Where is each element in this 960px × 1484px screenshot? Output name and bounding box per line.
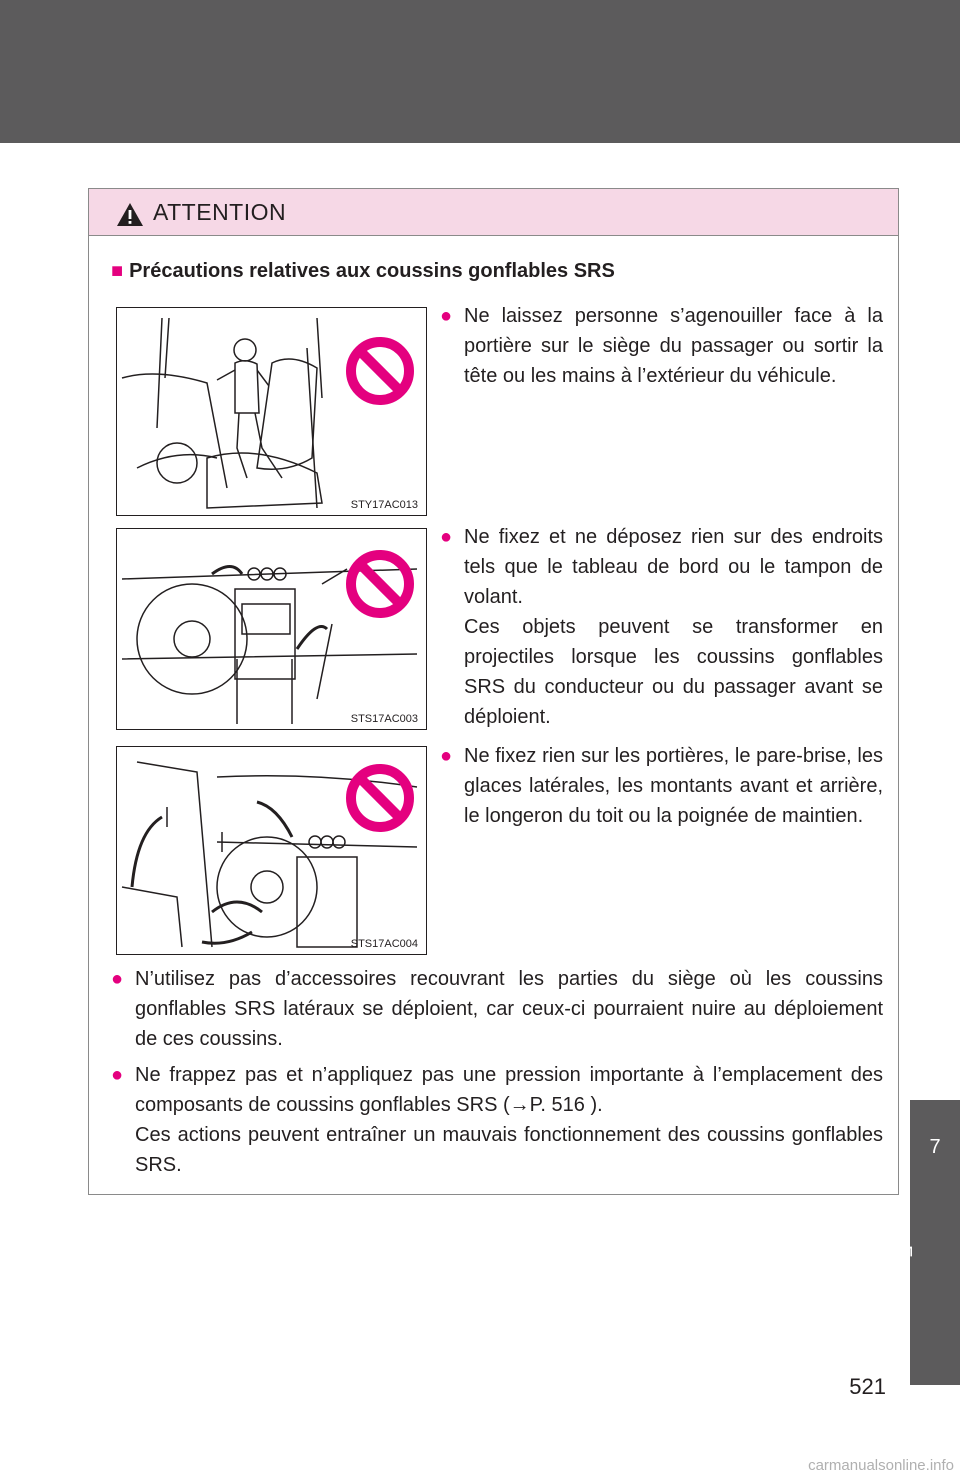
section-title-text: Précautions relatives aux coussins gonflables SRS <box>129 260 615 282</box>
prohibition-icon <box>345 763 415 833</box>
prohibition-icon <box>345 336 415 406</box>
section-title <box>111 260 615 283</box>
warning-triangle-icon <box>116 202 144 232</box>
watermark: carmanualsonline.info <box>808 1457 954 1474</box>
prohibition-icon <box>345 549 415 619</box>
bullet-pressure <box>111 1060 883 1180</box>
circle-bullet-icon: ● <box>111 968 124 990</box>
bullet-dashboard <box>440 522 883 732</box>
bullet-text: Ne fixez rien sur les portières, le pare-brise, les glaces latérales, les montants avant et arrière, le longeron du toit ou la poignée de maintien. <box>464 745 883 827</box>
attention-box <box>88 188 899 1195</box>
bullet-text: N’utilisez pas d’accessoires recouvrant les parties du siège où les coussins gonflables SRS latéraux se déploient, car ceux-ci pourraient nuire au déploiement de ces coussins. <box>135 968 883 1050</box>
circle-bullet-icon: ● <box>111 1064 124 1086</box>
bullet-text-continued: Ces actions peuvent entraîner un mauvais fonctionnement des coussins gonflables SRS. <box>135 1124 883 1176</box>
figure-code: STY17AC013 <box>350 499 418 511</box>
bullet-text: Ne laissez personne s’agenouiller face à la portière sur le siège du passager ou sortir la tête ou les mains à l’extérieur du véhicule. <box>464 305 883 387</box>
chapter-tab[interactable] <box>893 1100 960 1385</box>
circle-bullet-icon: ● <box>440 745 453 767</box>
circle-bullet-icon: ● <box>440 526 453 548</box>
bullet-text: Ne frappez pas et n’appliquez pas une pression importante à l’emplacement des composants de coussins gonflables SRS (→P. 516 ). <box>135 1064 883 1116</box>
bullet-text: Ne fixez et ne déposez rien sur des endroits tels que le tableau de bord ou le tampon de volant. <box>464 526 883 608</box>
bullet-kneeling <box>440 301 883 391</box>
bullet-seat-accessories <box>111 964 883 1054</box>
chapter-label: For owners <box>893 1244 915 1356</box>
figure-kneeling-passenger <box>116 307 427 516</box>
top-band <box>0 0 960 143</box>
bullet-pillars <box>440 741 883 831</box>
figure-code: STS17AC004 <box>350 938 418 950</box>
chapter-number: 7 <box>929 1136 941 1158</box>
figure-dashboard-objects <box>116 528 427 730</box>
square-bullet-icon: ■ <box>111 260 124 282</box>
figure-pillars-windows <box>116 746 427 955</box>
page-number: 521 <box>849 1374 886 1399</box>
circle-bullet-icon: ● <box>440 305 453 327</box>
attention-title: ATTENTION <box>153 199 287 225</box>
bullet-text-continued: Ces objets peuvent se transformer en projectiles lorsque les coussins gonflables SRS du conducteur ou du passager avant se déploient. <box>464 616 883 728</box>
attention-header <box>89 189 898 236</box>
figure-code: STS17AC003 <box>350 713 418 725</box>
